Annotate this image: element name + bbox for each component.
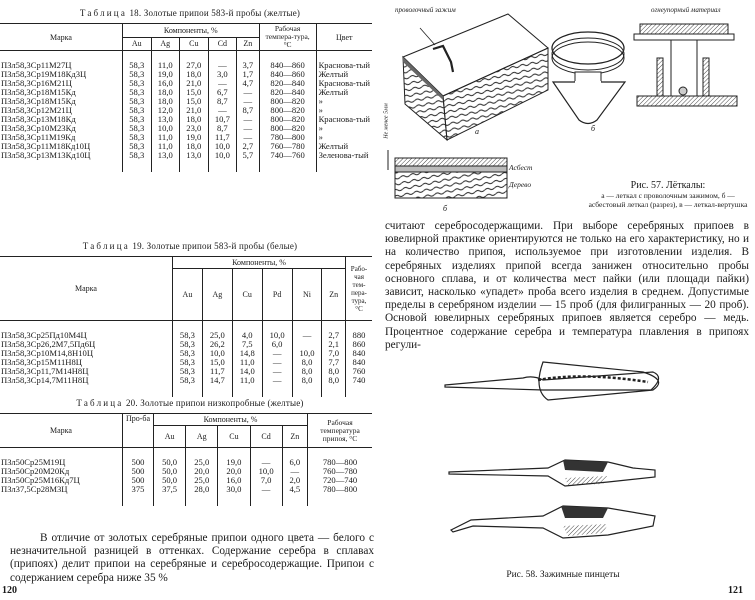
cell-ag: 11,7 — [202, 367, 232, 376]
cell-ag: 10,0 — [151, 124, 180, 133]
table-title: 20. Золотые припои низкопробные (желтые) — [125, 398, 304, 408]
table-row — [0, 151, 372, 160]
cell-zn: 1,7 — [237, 70, 259, 79]
spacer-cell — [0, 494, 123, 506]
cell-ag: 19,0 — [151, 70, 180, 79]
cell-cd: 8,7 — [208, 124, 237, 133]
table-spacer — [0, 385, 372, 397]
cell-mark: ПЗл58,3Ср11М18Кд10Ц — [1, 141, 91, 151]
table-row — [0, 485, 372, 494]
table-label: Таблица — [82, 241, 130, 251]
cell-temp: 820—840 — [259, 88, 316, 97]
cell-cu: 7,5 — [232, 340, 262, 349]
cell-color: » — [316, 106, 372, 115]
cell-au: 58,3 — [123, 142, 152, 151]
cell-ag: 13,0 — [151, 115, 180, 124]
table19-caption — [0, 241, 380, 251]
header-components: Компоненты, % — [154, 414, 308, 426]
cell-temp: 840—860 — [259, 70, 316, 79]
cell-temp: 840 — [346, 349, 373, 358]
cell-ag: 18,0 — [151, 97, 180, 106]
spacer-cell — [262, 385, 292, 397]
cell-ag: 20,0 — [186, 467, 218, 476]
col-header-cu: Cu — [232, 269, 262, 321]
header-mark: Марка — [75, 284, 97, 293]
col-header-ag: Ag — [186, 426, 218, 448]
cell-mark: ПЗл58,3Ср10М14,8Н10Ц — [1, 348, 94, 358]
cell-pd: — — [262, 376, 292, 385]
label-wire-clamp: проволочный зажим — [395, 6, 456, 14]
cell-ag: 11,0 — [151, 133, 180, 142]
right-page — [383, 0, 755, 600]
cell-ni: 8,0 — [292, 376, 322, 385]
cell-pd: 6,0 — [262, 340, 292, 349]
cell-cu: 16,0 — [218, 476, 250, 485]
cell-mark: ПЗл58,3Ср10М23Кд — [1, 123, 76, 133]
cell-cu: 21,0 — [180, 79, 209, 88]
cell-au: 50,0 — [154, 467, 186, 476]
label-asbestos: Асбест — [509, 163, 533, 172]
cell-ag: 28,0 — [186, 485, 218, 494]
cell-zn: — — [282, 467, 307, 476]
cell-zn: — — [237, 88, 259, 97]
cell-proba: 500 — [123, 448, 154, 468]
cell-au: 58,3 — [173, 358, 203, 367]
letter-v: б — [443, 204, 448, 213]
table-label: Таблица — [76, 398, 124, 408]
cell-au: 58,3 — [123, 70, 152, 79]
cell-au: 58,3 — [173, 340, 203, 349]
cell-mark: ПЗл58,3Ср12М21Ц — [1, 105, 72, 115]
col-header-ag: Ag — [151, 37, 180, 51]
cell-zn: 3,7 — [237, 51, 259, 71]
table-row — [0, 51, 372, 71]
table18-caption — [0, 8, 380, 18]
cell-mark: ПЗл58,3Ср13М18Кд — [1, 114, 76, 124]
spacer-cell — [250, 494, 282, 506]
cell-temp: 860 — [346, 340, 373, 349]
cell-ag: 10,0 — [202, 349, 232, 358]
cell-mark: ПЗл58,3Ср26,2М7,5Пд6Ц — [1, 339, 96, 349]
spacer-cell — [237, 160, 259, 172]
header-mark: Марка — [50, 32, 72, 42]
cell-cd: 8,7 — [208, 97, 237, 106]
cell-zn: 8,0 — [322, 367, 346, 376]
fig57-caption-text: а — леткал с проволочным зажимом, б — асбестовый леткал (разрез), в — леткал-вертушка — [588, 191, 748, 209]
cell-zn: 2,0 — [282, 476, 307, 485]
cell-temp: 740—760 — [259, 151, 316, 160]
cell-ag: 15,0 — [202, 358, 232, 367]
table18 — [0, 23, 372, 172]
cell-cu: 23,0 — [180, 124, 209, 133]
spacer-cell — [123, 494, 154, 506]
cell-mark: ПЗл58,3Ср18М15Кд — [1, 87, 76, 97]
table-spacer — [0, 494, 372, 506]
cell-zn: 5,7 — [237, 151, 259, 160]
table-row — [0, 376, 372, 385]
cell-zn: 2,1 — [322, 340, 346, 349]
fig57-caption-title: Рис. 57. Лёткалы: — [630, 180, 706, 191]
table19 — [0, 256, 372, 397]
cell-au: 58,3 — [173, 376, 203, 385]
cell-ag: 25,0 — [186, 476, 218, 485]
col-header-au: Au — [173, 269, 203, 321]
spacer-cell — [180, 160, 209, 172]
table-spacer — [0, 160, 372, 172]
spacer-cell — [173, 385, 203, 397]
letter-b: б — [591, 124, 596, 133]
cell-zn: 2,7 — [322, 321, 346, 341]
tweezer-curved — [451, 506, 655, 538]
cell-au: 58,3 — [173, 367, 203, 376]
cell-temp: 840—860 — [259, 51, 316, 71]
cell-au: 58,3 — [123, 51, 152, 71]
cell-au: 50,0 — [154, 476, 186, 485]
cell-cd: 3,0 — [208, 70, 237, 79]
cell-temp: 880 — [346, 321, 373, 341]
cell-cu: 14,8 — [232, 349, 262, 358]
col-header-zn: Zn — [282, 426, 307, 448]
cell-temp: 780—800 — [308, 485, 373, 494]
col-header-pd: Pd — [262, 269, 292, 321]
cell-mark: ПЗл58,3Ср18М15Кд — [1, 96, 76, 106]
col-header-cd: Cd — [250, 426, 282, 448]
table-title: 19. Золотые припои 583-й пробы (белые) — [132, 241, 298, 251]
label-min: Не менее 5мм — [383, 103, 390, 139]
spacer-cell — [154, 494, 186, 506]
cell-au: 58,3 — [173, 349, 203, 358]
col-header-cd: Cd — [208, 37, 237, 51]
cell-cd: 7,0 — [250, 476, 282, 485]
cell-ag: 25,0 — [202, 321, 232, 341]
fig58-caption: Рис. 58. Зажимные пинцеты — [506, 570, 620, 580]
cell-ag: 11,0 — [151, 142, 180, 151]
cell-cu: 11,0 — [232, 376, 262, 385]
cell-au: 58,3 — [123, 88, 152, 97]
cell-au: 58,3 — [123, 97, 152, 106]
col-header-cu: Cu — [180, 37, 209, 51]
cell-au: 58,3 — [123, 106, 152, 115]
col-header-cu: Cu — [218, 426, 250, 448]
cell-ag: 13,0 — [151, 151, 180, 160]
cell-mark: ПЗл58,3Ср25Пд10М4Ц — [1, 330, 87, 340]
col-header-ag: Ag — [202, 269, 232, 321]
cell-mark: ПЗл58,3Ср11М19Кд — [1, 132, 76, 142]
cell-color: Красновa-тый — [316, 79, 372, 88]
cell-au: 58,3 — [123, 151, 152, 160]
header-proba: Про-ба — [123, 414, 154, 448]
cell-ag: 11,0 — [151, 51, 180, 71]
cell-cd: 10,7 — [208, 115, 237, 124]
spacer-cell — [232, 385, 262, 397]
cell-cu: 11,0 — [232, 358, 262, 367]
cell-mark: ПЗл50Ср25М16Кд7Ц — [1, 475, 80, 485]
cell-mark: ПЗл50Ср20М20Кд — [1, 466, 70, 476]
cell-temp: 800—820 — [259, 97, 316, 106]
cell-cu: 19,0 — [218, 448, 250, 468]
spacer-cell — [346, 385, 373, 397]
cell-ni: 8,0 — [292, 358, 322, 367]
cell-temp: 780—800 — [308, 448, 373, 468]
cell-ag: 25,0 — [186, 448, 218, 468]
cell-ag: 12,0 — [151, 106, 180, 115]
letter-a: а — [475, 127, 479, 136]
cell-cu: 18,0 — [180, 142, 209, 151]
cell-color: » — [316, 133, 372, 142]
col-header-zn: Zn — [322, 269, 346, 321]
table-title: 18. Золотые припои 583-й пробы (желтые) — [129, 8, 301, 18]
cell-cd: 10,0 — [208, 151, 237, 160]
table20-caption — [0, 398, 380, 408]
cell-mark: ПЗл58,3Ср11,7М14Н8Ц — [1, 366, 89, 376]
spacer-cell — [123, 160, 152, 172]
header-components: Компоненты, % — [173, 257, 346, 269]
spacer-cell — [308, 494, 373, 506]
cell-ag: 26,2 — [202, 340, 232, 349]
cell-cu: 18,0 — [180, 70, 209, 79]
cell-mark: ПЗл58,3Ср13М13Кд10Ц — [1, 150, 91, 160]
cell-zn: — — [237, 97, 259, 106]
cell-cd: — — [208, 51, 237, 71]
table-label: Таблица — [79, 8, 128, 18]
cell-temp: 800—820 — [259, 124, 316, 133]
cell-color: Желтый — [316, 88, 372, 97]
cell-color: » — [316, 97, 372, 106]
cell-zn: — — [237, 115, 259, 124]
cell-cd: — — [208, 106, 237, 115]
cell-mark: ПЗл37,5Ср28М3Ц — [1, 484, 68, 494]
cell-mark: ПЗл58,3Ср16М21Ц — [1, 78, 72, 88]
spacer-cell — [322, 385, 346, 397]
header-color: Цвет — [316, 24, 372, 51]
spacer-cell — [259, 160, 316, 172]
spacer-cell — [282, 494, 307, 506]
cell-cu: 15,0 — [180, 97, 209, 106]
cell-zn: — — [237, 124, 259, 133]
cell-mark: ПЗл58,3Ср19М18Кд3Ц — [1, 69, 87, 79]
cell-cd: 10,0 — [208, 142, 237, 151]
cell-cu: 19,0 — [180, 133, 209, 142]
cell-temp: 820—840 — [259, 79, 316, 88]
cell-ni: — — [292, 321, 322, 341]
cell-cu: 14,0 — [232, 367, 262, 376]
cell-temp: 800—820 — [259, 115, 316, 124]
col-header-zn: Zn — [237, 37, 259, 51]
table20 — [0, 413, 372, 506]
cell-zn: 7,7 — [322, 358, 346, 367]
cell-cu: 18,0 — [180, 115, 209, 124]
spacer-cell — [208, 160, 237, 172]
col-header-ni: Ni — [292, 269, 322, 321]
cell-au: 58,3 — [123, 79, 152, 88]
cell-color: Желтый — [316, 70, 372, 79]
cell-mark: ПЗл50Ср25М19Ц — [1, 457, 66, 467]
cell-color: Зеленова-тый — [316, 151, 372, 160]
cell-zn: 7,0 — [322, 349, 346, 358]
col-header-au: Au — [123, 37, 152, 51]
spacer-cell — [186, 494, 218, 506]
cell-cd: 11,7 — [208, 133, 237, 142]
cell-cd: — — [250, 448, 282, 468]
cell-temp: 760—780 — [259, 142, 316, 151]
cell-temp: 840 — [346, 358, 373, 367]
spacer-cell — [151, 160, 180, 172]
col-header-au: Au — [154, 426, 186, 448]
cell-cu: 27,0 — [180, 51, 209, 71]
fig57-caption — [583, 180, 753, 209]
cell-zn: 6,0 — [282, 448, 307, 468]
cell-pd: — — [262, 367, 292, 376]
cell-proba: 375 — [123, 485, 154, 494]
cell-au: 58,3 — [123, 115, 152, 124]
body-paragraph: считают серебросодержащими. При выборе серебряных припоев в ювелирной практике ориентируются не только на его характеристику, но и на количество припоя, используемое при изготовлении изделия. В серебряных изделиях припой всегда занижен относительно пробы основного сплава, и от количества мест пайки (или площади пайки) зависит, насколько «упадет» проба всего изделия в среднем. Допустимые пределы в серебряном изделии — 15 проб (для филигранных — 20 проб). Основой ювелирных серебряных припоев является серебро — медь. Процентное содержание серебра и температура плавления в припоях регули- — [385, 220, 749, 351]
cell-au: 50,0 — [154, 448, 186, 468]
cell-cd: — — [250, 485, 282, 494]
header-components: Компоненты, % — [123, 24, 260, 38]
cell-zn: 8,7 — [237, 106, 259, 115]
cell-cu: 30,0 — [218, 485, 250, 494]
spacer-cell — [316, 160, 372, 172]
cell-temp: 800—820 — [259, 106, 316, 115]
page-number: 121 — [728, 585, 743, 596]
header-temp: Рабочая темпера-тура, °С — [259, 24, 316, 51]
header-temp: Рабо-чая тем-пера-тура, °С — [346, 257, 373, 321]
cell-zn: 4,5 — [282, 485, 307, 494]
cell-temp: 720—740 — [308, 476, 373, 485]
cell-temp: 760—780 — [308, 467, 373, 476]
cell-ni: 8,0 — [292, 367, 322, 376]
cell-zn: 8,0 — [322, 376, 346, 385]
fig58-tweezers — [383, 360, 755, 560]
cell-cu: 4,0 — [232, 321, 262, 341]
asbestos-wood-section — [388, 150, 507, 198]
cell-au: 58,3 — [123, 124, 152, 133]
cell-ni: 10,0 — [292, 349, 322, 358]
cell-proba: 500 — [123, 467, 154, 476]
cell-pd: — — [262, 358, 292, 367]
cell-color: Желтый — [316, 142, 372, 151]
cell-zn: — — [237, 133, 259, 142]
leatkal-block-figure — [403, 14, 548, 140]
spacer-cell — [292, 385, 322, 397]
cell-au: 37,5 — [154, 485, 186, 494]
cell-color: » — [316, 124, 372, 133]
cell-cd: — — [208, 79, 237, 88]
cell-cu: 20,0 — [218, 467, 250, 476]
cell-ag: 18,0 — [151, 88, 180, 97]
cell-zn: 2,7 — [237, 142, 259, 151]
cell-ag: 16,0 — [151, 79, 180, 88]
cell-ag: 14,7 — [202, 376, 232, 385]
cell-pd: 10,0 — [262, 321, 292, 341]
cell-au: 58,3 — [123, 133, 152, 142]
table-row — [0, 448, 372, 468]
cell-au: 58,3 — [173, 321, 203, 341]
cell-color: Красновa-тый — [316, 51, 372, 71]
tweezer-wire-clamp — [445, 362, 659, 400]
cell-cu: 13,0 — [180, 151, 209, 160]
cell-temp: 760 — [346, 367, 373, 376]
cell-proba: 500 — [123, 476, 154, 485]
header-temp: Рабочая температура припоя, °С — [308, 414, 373, 448]
cell-cu: 21,0 — [180, 106, 209, 115]
spacer-cell — [0, 385, 173, 397]
spacer-cell — [202, 385, 232, 397]
table-row — [0, 321, 372, 341]
cell-cd: 6,7 — [208, 88, 237, 97]
spacer-cell — [218, 494, 250, 506]
body-paragraph: В отличие от золотых серебряные припои одного цвета — белого с незначительной разницей в оттенках. Содержание серебра в сплавах (припоях) делит припои на серебряные и серебросодержащие. Припои с содержанием серебра ниже 35 % — [10, 532, 374, 584]
cell-temp: 780—800 — [259, 133, 316, 142]
cell-mark: ПЗл58,3Ср15М11Н8Ц — [1, 357, 82, 367]
cell-mark: ПЗл58,3Ср14,7М11Н8Ц — [1, 375, 89, 385]
spacer-cell — [0, 160, 123, 172]
cell-pd: — — [262, 349, 292, 358]
asbestos-section-figure — [634, 24, 737, 106]
cell-temp: 740 — [346, 376, 373, 385]
cell-mark: ПЗл58,3Ср11М27Ц — [1, 60, 72, 70]
cell-cu: 15,0 — [180, 88, 209, 97]
cell-zn: 4,7 — [237, 79, 259, 88]
label-wood: Дерево — [509, 180, 532, 189]
tweezer-straight — [449, 460, 655, 486]
page-number: 120 — [2, 585, 17, 596]
label-refractory: огнеупорный материал — [651, 6, 721, 14]
vertushka-figure — [552, 32, 625, 124]
header-mark: Марка — [50, 426, 72, 435]
cell-color: Красновa-тый — [316, 115, 372, 124]
cell-cd: 10,0 — [250, 467, 282, 476]
